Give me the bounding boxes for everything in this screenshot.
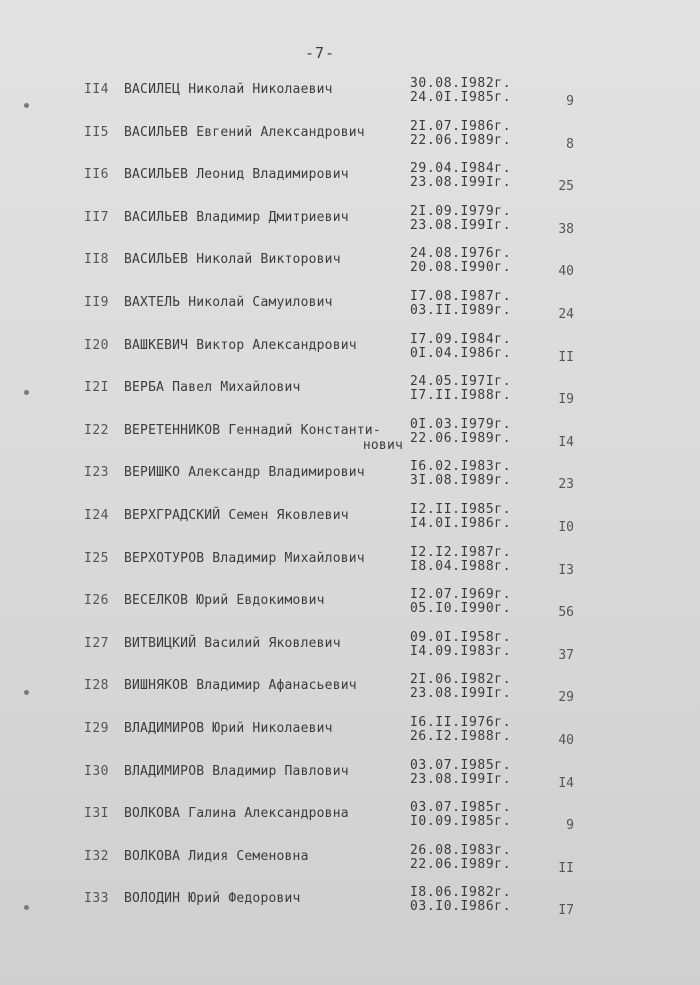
entry-name-cell — [124, 508, 404, 523]
entry-name: ВЕРХГРАДСКИЙ Семен Яковлевич — [124, 508, 349, 523]
entry-dates — [410, 673, 511, 701]
entry-name-cell — [124, 849, 404, 864]
entry-date-start: I6.II.I976г. — [410, 715, 512, 730]
entry-name-cell — [124, 465, 404, 480]
entry-date-end: 20.08.I990г. — [410, 260, 512, 276]
entry-date-start: I8.06.I982г. — [410, 885, 512, 901]
entry-name-cell — [124, 295, 404, 310]
entry-count: 9 — [566, 818, 574, 834]
entry-date-start: I2.II.I985г. — [410, 502, 512, 517]
entry-row — [0, 118, 700, 167]
entry-name-cell — [124, 338, 404, 353]
entry-number: I3I — [84, 806, 109, 822]
entry-count: 23 — [558, 477, 574, 493]
entry-count: 29 — [558, 690, 574, 706]
entry-dates — [410, 546, 511, 574]
entry-date-end: I7.II.I988г. — [410, 388, 512, 404]
entry-date-start: 30.08.I982г. — [410, 76, 512, 91]
entry-dates — [410, 460, 511, 488]
entry-date-start: I2.I2.I987г. — [410, 544, 512, 560]
entry-number: II7 — [84, 209, 109, 225]
entry-date-end: I4.09.I983г. — [410, 643, 512, 659]
entry-count: II — [558, 860, 574, 876]
entry-name-cell — [124, 167, 404, 182]
entry-count: I4 — [558, 775, 574, 791]
entry-number: I27 — [84, 635, 109, 651]
entry-number: I28 — [84, 678, 109, 694]
entry-row — [0, 885, 700, 933]
entry-date-end: 24.0I.I985г. — [410, 90, 512, 105]
entry-row — [0, 544, 700, 593]
entry-date-end: 03.I0.I986г. — [410, 899, 512, 915]
entry-date-end: 0I.04.I986г. — [410, 345, 512, 361]
entry-name: ВЛАДИМИРОВ Юрий Николаевич — [124, 721, 333, 736]
entry-date-start: 0I.03.I979г. — [410, 416, 512, 432]
entry-name: ВАСИЛЬЕВ Леонид Владимирович — [124, 167, 349, 183]
entry-number: I33 — [84, 891, 109, 907]
entry-date-end: 22.06.I989г. — [410, 856, 512, 872]
entry-dates — [410, 247, 511, 275]
entry-number: I2I — [84, 380, 109, 396]
entry-name: ВИТВИЦКИЙ Василий Яковлевич — [124, 635, 341, 651]
entry-number: I24 — [84, 508, 109, 523]
entry-name: ВАСИЛЬЕВ Владимир Дмитриевич — [124, 209, 349, 225]
entry-date-start: 09.0I.I958г. — [410, 629, 512, 645]
entry-number: I26 — [84, 593, 109, 609]
entry-name: ВОЛОДИН Юрий Федорович — [124, 891, 301, 907]
entry-row — [0, 757, 700, 806]
entry-row — [0, 800, 700, 848]
entry-dates — [410, 418, 511, 446]
entry-dates — [410, 205, 511, 233]
entry-date-start: 26.08.I983г. — [410, 842, 512, 858]
entry-dates — [410, 588, 511, 616]
entry-row — [0, 76, 700, 124]
entry-name: ВЕРБА Павел Михайлович — [124, 380, 301, 396]
entry-date-end: 23.08.I99Iг. — [410, 217, 512, 233]
entry-number: II5 — [84, 124, 109, 140]
entry-count: 38 — [558, 221, 574, 237]
entry-number: I30 — [84, 763, 109, 779]
entry-name-cell — [124, 125, 404, 140]
entry-number: I23 — [84, 465, 109, 481]
entry-name-cell — [124, 678, 404, 693]
entry-number: I32 — [84, 848, 109, 864]
entry-row — [0, 672, 700, 720]
entry-count: 8 — [566, 136, 574, 152]
entry-count: II — [558, 349, 574, 365]
entry-count: 56 — [558, 605, 574, 621]
entry-date-end: 3I.08.I989г. — [410, 473, 512, 489]
entry-date-end: 22.06.I989г. — [410, 430, 512, 446]
entry-count: I9 — [558, 392, 574, 408]
entry-date-start: 2I.06.I982г. — [410, 672, 512, 688]
entry-name: ВАХТЕЛЬ Николай Самуилович — [124, 295, 333, 310]
entry-name-cell — [124, 806, 404, 821]
entry-number: I22 — [84, 422, 109, 438]
entry-date-start: I7.09.I984г. — [410, 331, 512, 347]
entry-number: II6 — [84, 167, 109, 183]
entry-dates — [410, 759, 511, 787]
entry-date-end: 22.06.I989г. — [410, 132, 512, 148]
entry-row — [0, 374, 700, 422]
entry-dates — [410, 120, 511, 148]
entry-number: I25 — [84, 550, 109, 566]
entry-name-cell — [124, 636, 404, 651]
entry-count: 40 — [558, 264, 574, 280]
entry-name: ВАСИЛЬЕВ Николай Викторович — [124, 252, 341, 268]
entry-date-end: I0.09.I985г. — [410, 814, 512, 830]
entry-dates — [410, 716, 511, 744]
entry-name: ВАСИЛЬЕВ Евгений Александрович — [124, 124, 365, 140]
entry-name: ВИШНЯКОВ Владимир Афанасьевич — [124, 678, 357, 694]
entry-name-cell — [124, 551, 404, 566]
entry-date-end: 23.08.I99Iг. — [410, 771, 512, 787]
entry-dates — [410, 844, 511, 872]
entry-dates — [410, 503, 511, 531]
entry-row — [0, 203, 700, 252]
entry-date-end: 05.I0.I990г. — [410, 601, 512, 617]
entry-number: I20 — [84, 337, 109, 353]
entry-count: 40 — [558, 733, 574, 748]
entry-date-end: 03.II.I989г. — [410, 303, 512, 318]
entry-name-cell — [124, 593, 404, 608]
entry-name-cell — [124, 764, 404, 779]
entry-count: I0 — [558, 520, 574, 535]
entry-date-start: I2.07.I969г. — [410, 587, 512, 603]
entry-date-start: 2I.09.I979г. — [410, 203, 512, 219]
entry-date-start: 03.07.I985г. — [410, 757, 512, 773]
entry-name-cell — [124, 252, 404, 267]
entry-name: ВАСИЛЕЦ Николай Николаевич — [124, 82, 333, 97]
entry-name-cell — [124, 721, 404, 736]
entry-row — [0, 416, 700, 465]
entry-name: ВЕРИШКО Александр Владимирович — [124, 465, 365, 481]
entry-row — [0, 842, 700, 891]
entry-date-end: 23.08.I99Iг. — [410, 175, 512, 191]
entry-name-cell — [124, 423, 404, 453]
entry-name: ВОЛКОВА Галина Александровна — [124, 806, 349, 822]
entry-name: ВОЛКОВА Лидия Семеновна — [124, 848, 309, 864]
entry-date-start: I7.08.I987г. — [410, 289, 512, 304]
entry-row — [0, 459, 700, 507]
entry-name: ВЕСЕЛКОВ Юрий Евдокимович — [124, 593, 325, 609]
entry-date-end: 23.08.I99Iг. — [410, 686, 512, 702]
entry-name-cell — [124, 380, 404, 395]
entry-dates — [410, 886, 511, 914]
page-number: -7- — [304, 44, 336, 62]
entry-dates — [410, 333, 511, 361]
entry-name: ВЛАДИМИРОВ Владимир Павлович — [124, 763, 349, 779]
entry-date-start: I6.02.I983г. — [410, 459, 512, 475]
entry-number: II9 — [84, 295, 109, 310]
entry-row — [0, 587, 700, 635]
entry-name-cell — [124, 82, 404, 97]
entry-row — [0, 502, 700, 550]
entry-name-cell — [124, 891, 404, 906]
entry-name-continuation: нович — [362, 437, 403, 453]
entry-dates — [410, 631, 511, 659]
entry-row — [0, 246, 700, 294]
entry-count: I4 — [558, 434, 574, 450]
entry-number: I29 — [84, 721, 109, 736]
entry-number: II4 — [84, 82, 109, 97]
entry-date-end: 26.I2.I988г. — [410, 729, 512, 744]
entry-count: I7 — [558, 903, 574, 919]
entry-count: 24 — [558, 307, 574, 322]
entry-date-end: I4.0I.I986г. — [410, 516, 512, 531]
entry-name-cell — [124, 210, 404, 225]
entry-count: 37 — [558, 647, 574, 663]
entry-date-end: I8.04.I988г. — [410, 558, 512, 574]
entry-name: ВЕРХОТУРОВ Владимир Михайлович — [124, 550, 365, 566]
entry-row — [0, 629, 700, 678]
entry-row — [0, 331, 700, 380]
entry-count: I3 — [558, 562, 574, 578]
entry-count: 9 — [566, 94, 574, 109]
entry-dates — [410, 162, 511, 190]
entry-row — [0, 715, 700, 763]
entry-row — [0, 289, 700, 337]
entry-date-start: 24.05.I97Iг. — [410, 374, 512, 390]
entry-date-start: 2I.07.I986г. — [410, 118, 512, 134]
entry-dates — [410, 375, 511, 403]
entry-date-start: 03.07.I985г. — [410, 800, 512, 816]
entry-dates — [410, 77, 511, 105]
entry-date-start: 24.08.I976г. — [410, 246, 512, 262]
entry-name: ВАШКЕВИЧ Виктор Александрович — [124, 337, 357, 353]
entry-dates — [410, 801, 511, 829]
entry-dates — [410, 290, 511, 318]
entry-number: II8 — [84, 252, 109, 268]
entry-name: ВЕРЕТЕННИКОВ Геннадий Константи- — [124, 422, 381, 438]
entry-count: 25 — [558, 179, 574, 195]
entry-date-start: 29.04.I984г. — [410, 161, 512, 177]
entry-row — [0, 161, 700, 209]
